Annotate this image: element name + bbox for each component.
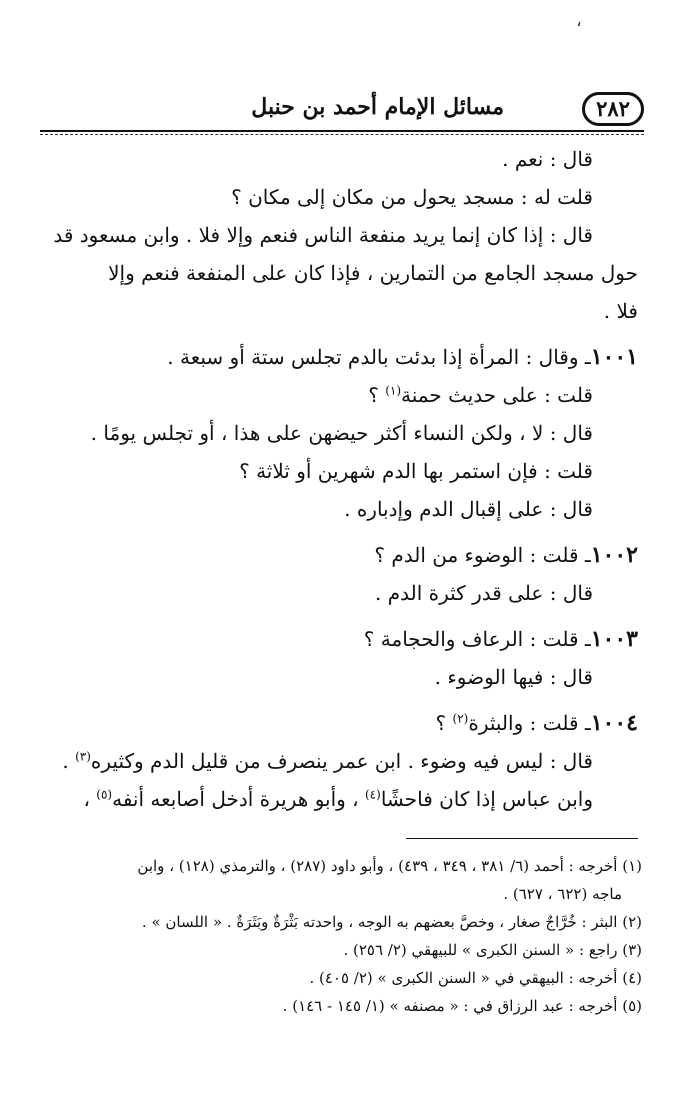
main-text [48, 140, 638, 818]
footnote-separator [406, 838, 638, 839]
header-rule [40, 130, 644, 132]
text-line: قال : لا ، ولكن النساء أكثر حيضهن على هذا ، أو تجلس يومًا . [90, 421, 593, 445]
entry-1001 [48, 338, 638, 376]
entry-text: ـ قلت : الوضوء من الدم ؟ [374, 543, 591, 567]
entry-number: ١٠٠٣ [590, 626, 638, 652]
footnote: (٤) أخرجه : البيهقي في « السنن الكبرى » (٢/ ٤٠٥) . [309, 969, 642, 987]
entry-text: ـ وقال : المرأة إذا بدئت بالدم تجلس ستة أو سبعة . [167, 345, 591, 369]
entry-1002 [48, 536, 638, 574]
text-line: قال : على إقبال الدم وإدباره . [344, 497, 593, 521]
text-line: قلت : على حديث حمنة$^{(١)}$ ؟ [368, 383, 593, 407]
text-line: قال : نعم . [502, 147, 593, 171]
entry-text: ـ قلت : الرعاف والحجامة ؟ [363, 627, 591, 651]
entry-number: ١٠٠٤ [590, 710, 638, 736]
footnote: (٥) أخرجه : عبد الرزاق في : « مصنفه » (١/ ١٤٥ - ١٤٦) . [282, 997, 642, 1015]
book-title: مسائل الإمام أحمد بن حنبل [251, 94, 504, 120]
text-line: قال : ليس فيه وضوء . ابن عمر ينصرف من قليل الدم وكثيره$^{(٣)}$ . [62, 749, 593, 773]
text-line: قلت : فإن استمر بها الدم شهرين أو ثلاثة ؟ [239, 459, 593, 483]
text-line: قال : إذا كان إنما يريد منفعة الناس فنعم وإلا فلا . وابن مسعود قد [53, 223, 593, 247]
page-number: ٢٨٢ [582, 92, 644, 126]
footnote-ref: (٢) [452, 711, 469, 726]
page-header [40, 92, 644, 134]
entry-number: ١٠٠٢ [590, 542, 638, 568]
entry-1004: ١٠٠٤ـ قلت : والبثرة$^{(٢)}$ ؟ [435, 710, 638, 736]
footnote-ref: (٥) [96, 787, 113, 802]
text-line: فلا . [603, 299, 638, 323]
footnote-ref: (٣) [75, 749, 91, 764]
footnote: (٣) راجع : « السنن الكبرى » للبيهقي (٢/ ٢٥٦) . [343, 941, 642, 959]
footnote-continuation: ماجه (٦٢٢ ، ٦٢٧) . [503, 885, 622, 903]
text-line: حول مسجد الجامع من التمارين ، فإذا كان على المنفعة فنعم وإلا [108, 261, 638, 285]
header-rule-dashed [40, 134, 644, 135]
text-line: قال : على قدر كثرة الدم . [375, 581, 593, 605]
footnote: (٢) البثر : خُرَّاجٌ صغار ، وخصَّ بعضهم به الوجه ، واحدته بَثْرَةٌ وبَثَرَةٌ . « اللسان » . [141, 913, 642, 931]
entry-number: ١٠٠١ [590, 344, 638, 370]
entry-1003 [48, 620, 638, 658]
text-line: قال : فيها الوضوء . [434, 665, 593, 689]
text-line: وابن عباس إذا كان فاحشًا$^{(٤)}$ ، وأبو هريرة أدخل أصابعه أنفه$^{(٥)}$ ، [83, 787, 593, 811]
text-line: قلت له : مسجد يحول من مكان إلى مكان ؟ [231, 185, 593, 209]
footnote: (١) أخرجه : أحمد (٦/ ٣٨١ ، ٣٤٩ ، ٤٣٩) ، وأبو داود (٢٨٧) ، والترمذي (١٢٨) ، وابن [137, 857, 642, 875]
footnotes [42, 852, 642, 1020]
corner-mark: ، [576, 10, 582, 31]
footnote-ref: (٤) [364, 787, 381, 802]
footnote-ref: (١) [385, 383, 402, 398]
